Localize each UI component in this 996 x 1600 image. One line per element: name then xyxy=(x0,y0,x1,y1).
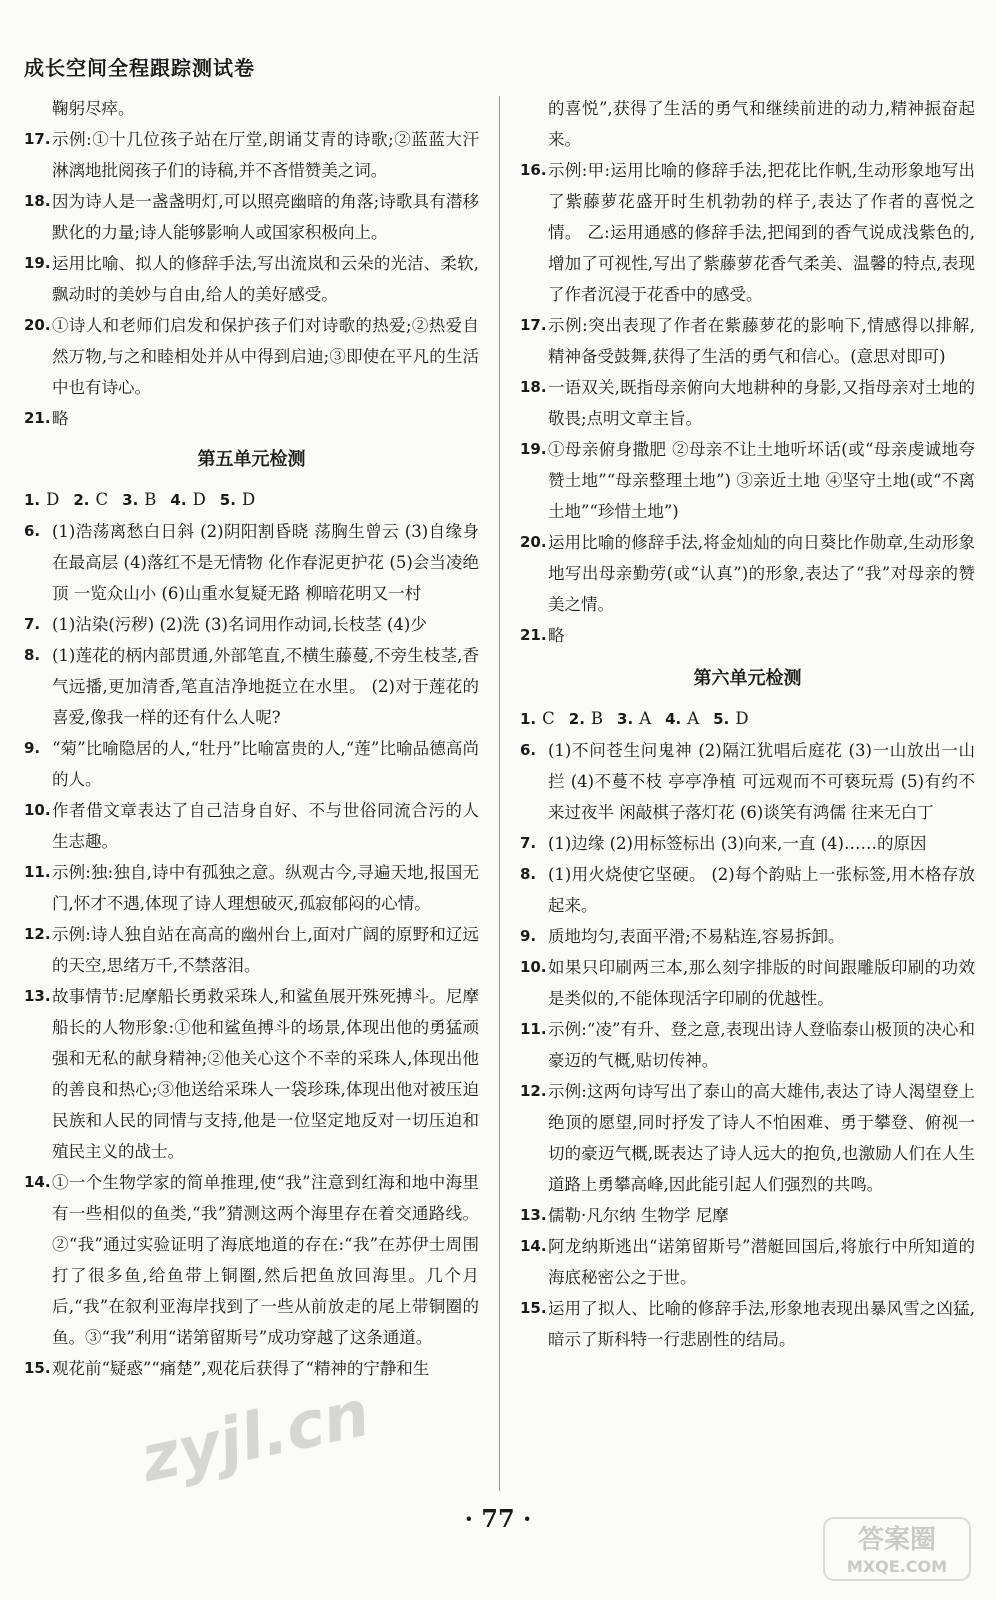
answer-item xyxy=(24,516,479,609)
answer-item xyxy=(520,1231,975,1293)
answer-text: 略 xyxy=(52,409,69,428)
answer-item xyxy=(24,609,479,640)
choice-letter: C xyxy=(95,490,109,509)
answer-item xyxy=(24,1167,479,1353)
answer-item xyxy=(24,795,479,857)
answer-number: 14. xyxy=(520,1237,547,1255)
book-title: 成长空间全程跟踪测试卷 xyxy=(24,56,255,80)
answer-item xyxy=(24,310,479,403)
answer-item xyxy=(520,620,975,651)
answer-number: 17. xyxy=(520,316,547,334)
answer-text: 示例:这两句诗写出了泰山的高大雄伟,表达了诗人渴望登上绝顶的愿望,同时抒发了诗人不怕困难、勇于攀登、俯视一切的豪迈气概,既表达了诗人远大的抱负,也激励人们在人生道路上勇攀高峰,因此能引起人们强烈的共鸣。 xyxy=(548,1082,975,1194)
answer-number: 15. xyxy=(520,1299,547,1317)
answer-item xyxy=(520,93,975,155)
answer-text: 故事情节:尼摩船长勇救采珠人,和鲨鱼展开殊死搏斗。尼摩船长的人物形象:①他和鲨鱼搏斗的场景,体现出他的勇猛顽强和无私的献身精神;②他关心这个不幸的采珠人,体现出他的善良和热心;③他送给采珠人一袋珍珠,体现出他对被压迫民族和人民的同情与支持,他是一位坚定地反对一切压迫和殖民主义的战士。 xyxy=(52,987,479,1161)
answer-number: 17. xyxy=(24,130,51,148)
answer-item xyxy=(520,527,975,620)
choice-number: 4. xyxy=(665,710,682,728)
answer-item xyxy=(24,857,479,919)
choice-letter: C xyxy=(542,709,555,728)
answer-item xyxy=(520,735,975,828)
answer-item xyxy=(520,859,975,921)
answer-item xyxy=(520,155,975,310)
answer-item xyxy=(520,952,975,1014)
answer-number: 13. xyxy=(520,1206,547,1224)
choice-answer xyxy=(24,490,59,509)
unit5-multiple-choice xyxy=(24,484,479,516)
answer-number: 8. xyxy=(520,865,537,883)
answer-text: 示例:①十几位孩子站在厅堂,朗诵艾青的诗歌;②蓝蓝大汗淋漓地批阅孩子们的诗稿,并不吝惜赞美之词。 xyxy=(52,130,479,180)
choice-answer xyxy=(220,490,255,509)
choice-number: 4. xyxy=(170,491,187,509)
choice-letter: D xyxy=(241,490,256,509)
answer-text: 示例:突出表现了作者在紫藤萝花的影响下,情感得以排解,精神备受鼓舞,获得了生活的勇气和信心。(意思对即可) xyxy=(548,316,975,366)
answer-number: 7. xyxy=(24,615,41,633)
answer-text: 一语双关,既指母亲俯向大地耕种的身影,又指母亲对土地的敬畏;点明文章主旨。 xyxy=(548,378,975,428)
logo-text: 答案圈 xyxy=(857,1525,937,1555)
answer-item xyxy=(24,981,479,1167)
choice-answer xyxy=(617,709,651,728)
answer-item xyxy=(24,93,479,124)
answer-number: 11. xyxy=(520,1020,547,1038)
answer-text: 示例:甲:运用比喻的修辞手法,把花比作帆,生动形象地写出了紫藤萝花盛开时生机勃勃的样子,表达了作者的喜悦之情。 乙:运用通感的修辞手法,把闻到的香气说成浅紫色的,增加了可视性,写出了紫藤萝花香气柔美、温馨的特点,表现了作者沉浸于花香中的感受。 xyxy=(548,161,975,304)
answer-text: 运用比喻、拟人的修辞手法,写出流岚和云朵的光洁、柔软,飘动时的美妙与自由,给人的美好感受。 xyxy=(52,254,479,304)
answer-item xyxy=(520,1076,975,1200)
answer-text: (1)不问苍生问鬼神 (2)隔江犹唱后庭花 (3)一山放出一山拦 (4)不蔓不枝 亭亭净植 可远观而不可亵玩焉 (5)有约不来过夜半 闲敲棋子落灯花 (6)谈笑有鸿儒 往来无白丁 xyxy=(548,741,975,822)
choice-letter: D xyxy=(192,490,206,509)
answer-text: 如果只印刷两三本,那么刻字排版的时间跟雕版印刷的功效是类似的,不能体现活字印刷的优越性。 xyxy=(548,958,975,1008)
answer-number: 12. xyxy=(520,1082,547,1100)
answer-number: 10. xyxy=(24,801,51,819)
choice-number: 2. xyxy=(568,710,585,728)
answer-text: 儒勒·凡尔纳 生物学 尼摩 xyxy=(548,1206,729,1225)
answer-text: (1)莲花的柄内部贯通,外部笔直,不横生藤蔓,不旁生枝茎,香气远播,更加清香,笔直洁净地挺立在水里。 (2)对于莲花的喜爱,像我一样的还有什么人呢? xyxy=(52,646,479,727)
choice-number: 5. xyxy=(713,710,730,728)
answer-number: 20. xyxy=(520,533,547,551)
choice-answer xyxy=(73,490,108,509)
page-number: · 77 · xyxy=(464,1504,532,1533)
answer-text: 运用比喻的修辞手法,将金灿灿的向日葵比作勋章,生动形象地写出母亲勤劳(或“认真”)的形象,表达了“我”对母亲的赞美之情。 xyxy=(548,533,975,614)
choice-number: 5. xyxy=(219,491,236,509)
answer-number: 12. xyxy=(24,925,51,943)
answer-item xyxy=(24,186,479,248)
answer-item xyxy=(520,1200,975,1231)
answer-item xyxy=(24,124,479,186)
logo-subtext: MXQE.COM xyxy=(846,1557,948,1576)
answer-number: 19. xyxy=(520,440,547,458)
answer-text: (1)边缘 (2)用标签标出 (3)向来,一直 (4)……的原因 xyxy=(548,834,927,853)
answer-item xyxy=(520,1014,975,1076)
choice-answer xyxy=(569,709,603,728)
answer-text: 质地均匀,表面平滑;不易粘连,容易拆卸。 xyxy=(548,927,845,946)
answer-number: 9. xyxy=(24,739,41,757)
answer-text: 因为诗人是一盏盏明灯,可以照亮幽暗的角落;诗歌具有潜移默化的力量;诗人能够影响人或国家积极向上。 xyxy=(52,192,479,242)
answer-item xyxy=(520,434,975,527)
choice-letter: A xyxy=(687,709,700,728)
answer-number: 6. xyxy=(24,522,41,540)
answer-number: 18. xyxy=(520,378,547,396)
answer-text: (1)浩荡离愁白日斜 (2)阴阳割昏晓 荡胸生曾云 (3)自缘身在最高层 (4)落红不是无情物 化作春泥更护花 (5)会当凌绝顶 一览众山小 (6)山重水复疑无路 柳暗花明又一村 xyxy=(52,522,479,603)
answer-text: 的喜悦”,获得了生活的勇气和继续前进的动力,精神振奋起来。 xyxy=(548,99,975,149)
choice-letter: B xyxy=(590,709,604,728)
answer-number: 19. xyxy=(24,254,51,272)
answer-text: ①一个生物学家的简单推理,使“我”注意到红海和地中海里有一些相似的鱼类,“我”猜测这两个海里存在着交通路线。②“我”通过实验证明了海底地道的存在:“我”在苏伊士周围打了很多鱼,给鱼带上铜圈,然后把鱼放回海里。几个月后,“我”在叙利亚海岸找到了一些从前放走的尾上带铜圈的鱼。③“我”利用“诺第留斯号”成功穿越了这条通道。 xyxy=(52,1173,479,1347)
answer-item xyxy=(520,310,975,372)
answer-item xyxy=(24,919,479,981)
unit5-heading: 第五单元检测 xyxy=(197,449,306,470)
choice-letter: A xyxy=(639,709,652,728)
answer-number: 13. xyxy=(24,987,51,1005)
choice-number: 2. xyxy=(73,491,90,509)
answer-number: 16. xyxy=(520,161,547,179)
answer-item xyxy=(24,403,479,434)
answer-item xyxy=(520,372,975,434)
unit6-heading: 第六单元检测 xyxy=(693,668,802,689)
answer-number: 14. xyxy=(24,1173,51,1191)
choice-answer xyxy=(713,709,748,728)
answer-number: 6. xyxy=(520,741,537,759)
answer-text: 示例:诗人独自站在高高的幽州台上,面对广阔的原野和辽远的天空,思绪万千,不禁落泪。 xyxy=(52,925,479,975)
choice-answer xyxy=(122,490,156,509)
answer-item xyxy=(24,1353,479,1384)
answer-text: 示例:独:独自,诗中有孤独之意。纵观古今,寻遍天地,报国无门,怀才不遇,体现了诗人理想破灭,孤寂郁闷的心情。 xyxy=(52,863,479,913)
answer-text: (1)用火烧使它坚硬。 (2)每个韵贴上一张标签,用木格存放起来。 xyxy=(548,865,975,915)
answer-text: 运用了拟人、比喻的修辞手法,形象地表现出暴风雪之凶猛,暗示了斯科特一行悲剧性的结局。 xyxy=(548,1299,975,1349)
choice-answer xyxy=(170,490,205,509)
choice-number: 3. xyxy=(122,491,139,509)
right-column xyxy=(520,93,975,1355)
choice-number: 1. xyxy=(520,710,537,728)
answer-text: 阿龙纳斯逃出“诺第留斯号”潜艇回国后,将旅行中所知道的海底秘密公之于世。 xyxy=(548,1237,975,1287)
answer-text: (1)沾染(污秽) (2)洗 (3)名词用作动词,长枝茎 (4)少 xyxy=(52,615,427,634)
answer-number: 18. xyxy=(24,192,51,210)
answer-item xyxy=(520,828,975,859)
answer-number: 8. xyxy=(24,646,41,664)
watermark-text: zyjl.cn xyxy=(134,1376,376,1498)
choice-letter: D xyxy=(735,709,749,728)
answer-text: “菊”比喻隐居的人,“牡丹”比喻富贵的人,“莲”比喻品德高尚的人。 xyxy=(52,739,479,789)
answer-text: 鞠躬尽瘁。 xyxy=(52,99,135,118)
answer-number: 9. xyxy=(520,927,537,945)
answer-number: 10. xyxy=(520,958,547,976)
answer-item xyxy=(24,248,479,310)
choice-letter: B xyxy=(144,490,157,509)
choice-answer xyxy=(665,709,699,728)
unit6-multiple-choice xyxy=(520,703,975,735)
answer-number: 7. xyxy=(520,834,537,852)
answer-text: 示例:“凌”有升、登之意,表现出诗人登临泰山极顶的决心和豪迈的气概,贴切传神。 xyxy=(548,1020,975,1070)
choice-number: 1. xyxy=(24,491,41,509)
answer-number: 11. xyxy=(24,863,51,881)
site-logo xyxy=(822,1514,972,1584)
answer-number: 15. xyxy=(24,1359,51,1377)
answer-item xyxy=(24,733,479,795)
answer-number: 21. xyxy=(520,626,547,644)
left-column xyxy=(24,93,479,1384)
choice-number: 3. xyxy=(617,710,634,728)
choice-answer xyxy=(520,709,555,728)
answer-item xyxy=(24,640,479,733)
answer-text: ①母亲俯身撒肥 ②母亲不让土地听坏话(或“母亲虔诚地夸赞土地”“母亲整理土地”) ③亲近土地 ④坚守土地(或“不离土地”“珍惜土地”) xyxy=(548,440,975,521)
answer-number: 20. xyxy=(24,316,51,334)
answer-text: ①诗人和老师们启发和保护孩子们对诗歌的热爱;②热爱自然万物,与之和睦相处并从中得到启迪;③即使在平凡的生活中也有诗心。 xyxy=(52,316,479,397)
answer-number: 21. xyxy=(24,409,51,427)
choice-letter: D xyxy=(46,490,60,509)
column-divider xyxy=(499,96,500,1491)
answer-text: 观花前“疑惑”“痛楚”,观花后获得了“精神的宁静和生 xyxy=(52,1359,430,1378)
answer-item xyxy=(520,921,975,952)
answer-text: 略 xyxy=(548,626,565,645)
answer-item xyxy=(520,1293,975,1355)
answer-text: 作者借文章表达了自己洁身自好、不与世俗同流合污的人生志趣。 xyxy=(52,801,479,851)
